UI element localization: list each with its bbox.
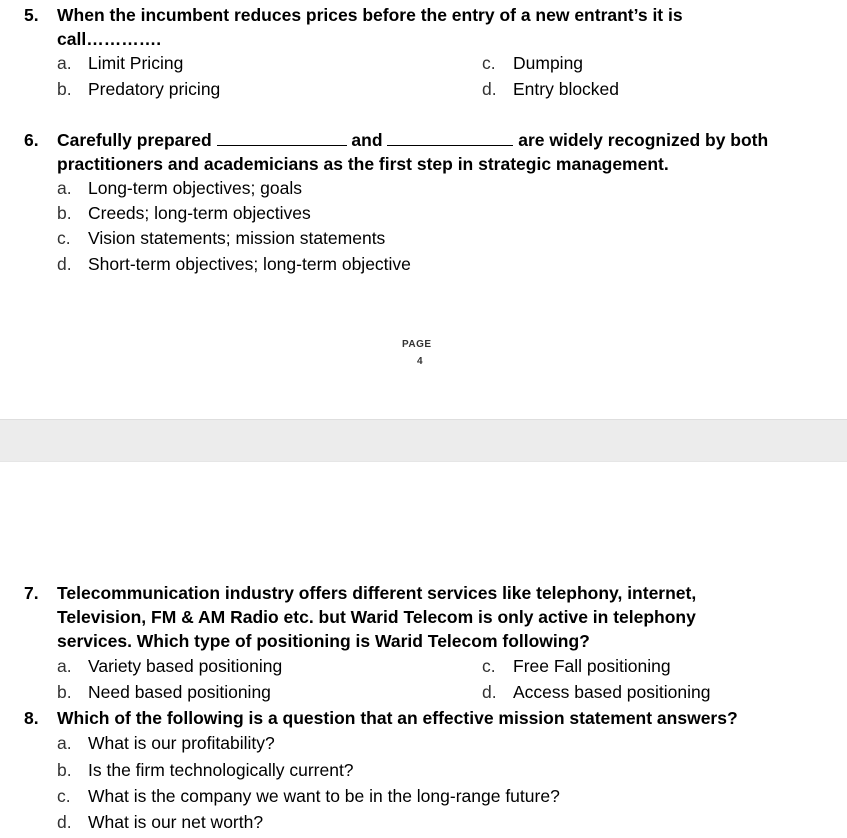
option-letter: c. [57,228,71,248]
question-text-part: are widely recognized by both [518,130,769,150]
question-number: 8. [24,708,39,728]
option-letter: a. [57,656,72,676]
option-text: Variety based positioning [88,656,283,676]
question-text-part: and [351,130,383,150]
option-letter: a. [57,178,72,198]
question-number: 6. [24,130,39,150]
option-letter: d. [482,79,497,99]
page-separator [0,419,847,462]
option-letter: b. [57,682,72,702]
question-text-line [57,128,768,152]
option-letter: d. [482,682,497,702]
question-text-line: When the incumbent reduces prices before the entry of a new entrant’s it is [57,5,683,25]
option-letter: a. [57,53,72,73]
option-text: Short-term objectives; long-term objective [88,254,411,274]
question-text-line: Which of the following is a question that an effective mission statement answers? [57,708,738,728]
option-letter: c. [57,786,71,806]
option-letter: c. [482,53,496,73]
option-text: Limit Pricing [88,53,184,73]
question-text-line: practitioners and academicians as the first step in strategic management. [57,154,669,174]
option-letter: d. [57,254,72,274]
option-text: Is the firm technologically current? [88,760,354,780]
question-text-line: Television, FM & AM Radio etc. but Warid Telecom is only active in telephony [57,607,696,627]
question-number: 7. [24,583,39,603]
option-text: Access based positioning [513,682,711,702]
answer-blank [217,130,347,146]
option-text: Free Fall positioning [513,656,671,676]
question-text-part: Carefully prepared [57,130,212,150]
option-letter: a. [57,733,72,753]
question-text-line: call…………. [57,29,162,49]
answer-blank [387,130,513,146]
option-letter: b. [57,760,72,780]
option-text: Vision statements; mission statements [88,228,386,248]
option-letter: b. [57,79,72,99]
question-text-line: services. Which type of positioning is Warid Telecom following? [57,631,590,651]
question-number: 5. [24,5,39,25]
option-text: Long-term objectives; goals [88,178,302,198]
option-text: Dumping [513,53,584,73]
option-text: Predatory pricing [88,79,221,99]
option-letter: d. [57,812,72,832]
option-text: What is the company we want to be in the long-range future? [88,786,560,806]
page-label: PAGE [402,339,432,350]
option-text: Creeds; long-term objectives [88,203,311,223]
option-text: Entry blocked [513,79,620,99]
page-number: 4 [417,356,423,367]
option-letter: c. [482,656,496,676]
option-text: What is our net worth? [88,812,264,832]
question-text-line: Telecommunication industry offers different services like telephony, internet, [57,583,697,603]
option-text: Need based positioning [88,682,271,702]
option-text: What is our profitability? [88,733,275,753]
option-letter: b. [57,203,72,223]
